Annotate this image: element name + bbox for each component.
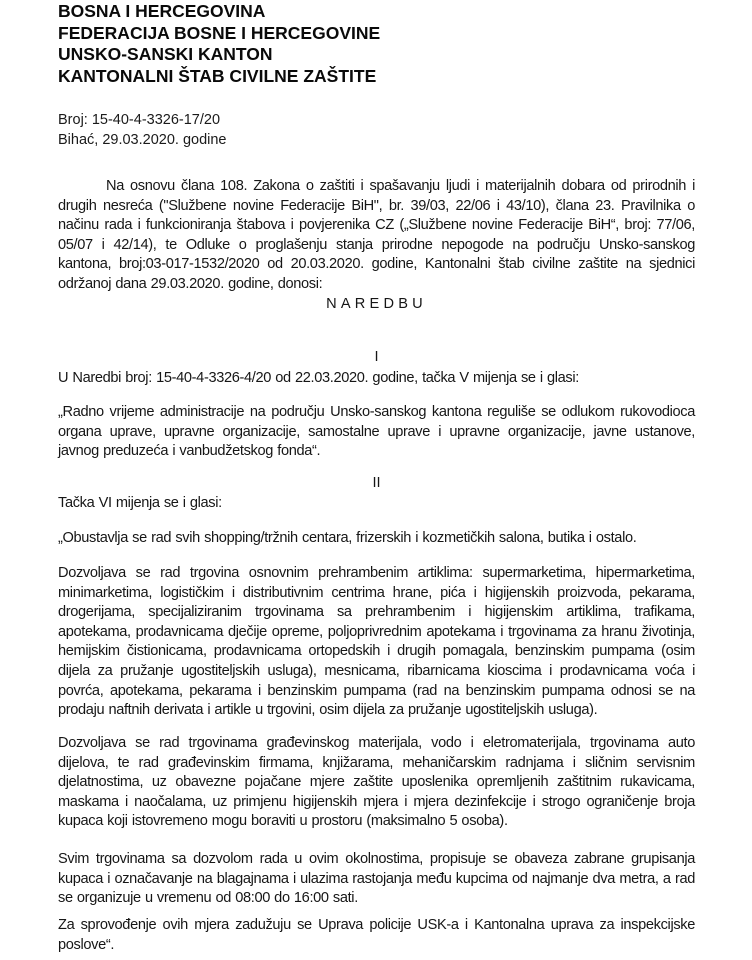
section-1-paragraph: „Radno vrijeme administracije na području Unsko-sanskog kantona reguliše se odlukom rukovodioca organa uprave, upravne organizacije, samostalne uprave i upravne organizacije, javne ustanove, javnog preduzeća i vanbudžetskog fonda“. bbox=[58, 404, 695, 460]
issuer-header bbox=[58, 1, 380, 87]
header-line-canton: UNSKO-SANSKI KANTON bbox=[58, 44, 273, 64]
section-2-paragraph-allowed-construction-shops: Dozvoljava se rad trgovinama građevinskog materijala, vodo i eletromaterijala, trgovinama auto dijelova, te rad građevinskim firmama, knjižarama, mehaničarskim radnjama i sličnim servisnim djelatnostima, uz obavezne pojačane mjere zaštite uposlenika opremljenih zaštitnim rukavicama, maskama i naočalama, uz primjenu higijenskih mjera i mjera dezinfekcije i strogo ograničenje broja kupaca koji istovremeno mogu boraviti u prostoru (maksimalno 5 osoba). bbox=[58, 735, 695, 830]
header-line-staff: KANTONALNI ŠTAB CIVILNE ZAŠTITE bbox=[58, 65, 377, 86]
section-1-intro: U Naredbi broj: 15-40-4-3326-4/20 od 22.03.2020. godine, tačka V mijenja se i glasi: bbox=[58, 370, 579, 386]
section-2-paragraph-suspension: „Obustavlja se rad svih shopping/tržnih centara, frizerskih i kozmetičkih salona, butika i ostalo. bbox=[58, 530, 637, 546]
section-2-paragraph-allowed-food-shops: Dozvoljava se rad trgovina osnovnim prehrambenim artiklima: supermarketima, hipermarketima, minimarketima, logističkim i distributivnim centrima hrane, pića i higijenskih proizvoda, pekarama, drogerijama, specijaliziranim trgovinama sa prehrambenim i higijenskim artiklima, trafikama, apotekama, prodavnicama dječije opreme, poljoprivrednim apotekama i trgovinama za hranu životinja, hemijskim čistionicama, prodavnicama ortopedskih i drugih pomagala, benzinskim pumpama (osim dijela za pružanje ugostiteljskih usluga), mesnicama, ribarnicama kioscima i prodavnicama voća i povrća, apotekama, pekarama i benzinskim pumpama (rad na benzinskim pumpama odnosi se na prodaju naftnih derivata i artikle u trgovini, osim dijela za pružanje ugostiteljskih usluga). bbox=[58, 565, 695, 719]
preamble-paragraph: Na osnovu člana 108. Zakona o zaštiti i spašavanju ljudi i materijalnih dobara od prirodnih i drugih nesreća ("Službene novine Federacije BiH", br. 39/03, 22/06 i 43/10), člana 23. Pravilnika o načinu rada i funkcioniranja štabova i povjerenika CZ („Službene novine Federacije BiH“, broj: 77/06, 05/07 i 42/14), te Odluke o proglašenju stanja prirodne nepogode na području Unsko-sanskog kantona, broj:03-017-1532/2020 od 20.03.2020. godine, Kantonalni štab civilne zaštite na sjednici održanoj dana 29.03.2020. godine, donosi: bbox=[58, 178, 695, 292]
document-meta bbox=[58, 110, 227, 150]
document-place-date: Bihać, 29.03.2020. godine bbox=[58, 132, 227, 148]
section-numeral-2: II bbox=[372, 475, 381, 491]
section-2-paragraph-distancing-hours: Svim trgovinama sa dozvolom rada u ovim okolnostima, propisuje se obaveza zabrane grupisanja kupaca i označavanje na blagajnama i ulazima rastojanja među kupcima od najmanje dva metra, a rad se organizuje u vremenu od 08:00 do 16:00 sati. bbox=[58, 851, 695, 907]
section-2-paragraph-enforcement: Za sprovođenje ovih mjera zadužuju se Uprava policije USK-a i Kantonalna uprava za inspekcijske poslove“. bbox=[58, 917, 695, 953]
document-number: Broj: 15-40-4-3326-17/20 bbox=[58, 112, 221, 128]
document-title: NAREDBU bbox=[326, 296, 427, 312]
section-numeral-1: I bbox=[374, 349, 379, 365]
header-line-country: BOSNA I HERCEGOVINA bbox=[58, 1, 266, 21]
section-2-intro: Tačka VI mijenja se i glasi: bbox=[58, 495, 222, 511]
header-line-federation: FEDERACIJA BOSNE I HERCEGOVINE bbox=[58, 22, 381, 43]
